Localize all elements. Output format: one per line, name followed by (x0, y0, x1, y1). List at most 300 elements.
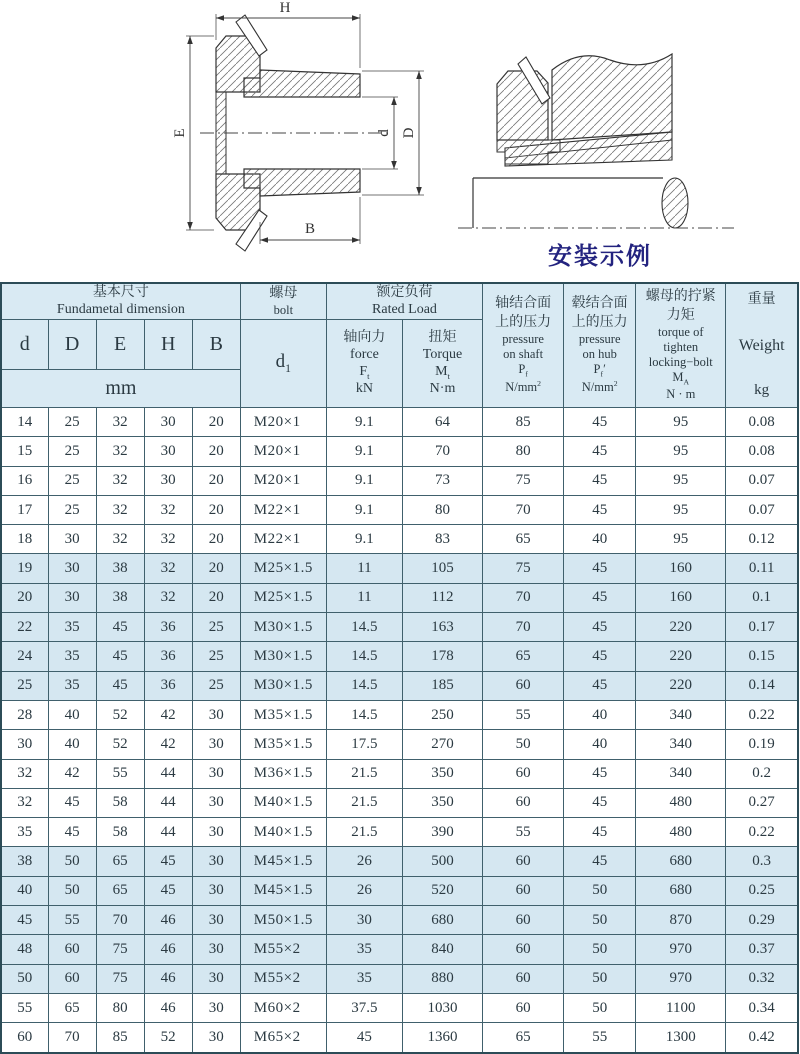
cell-Ft: 11 (326, 583, 402, 612)
cell-Ft: 37.5 (326, 993, 402, 1022)
cell-d1: M20×1 (240, 466, 326, 495)
cell-Pf: 60 (483, 906, 564, 935)
cell-Pf: 55 (483, 818, 564, 847)
phub-en2: on hub (582, 347, 617, 361)
cell-E: 45 (96, 613, 144, 642)
cell-weight: 0.22 (726, 818, 798, 847)
unit-mm-cell: mm (1, 369, 240, 407)
cell-d: 32 (1, 759, 48, 788)
cell-Mt: 520 (402, 876, 482, 905)
cell-D: 30 (48, 525, 96, 554)
cell-Pf-prime: 45 (564, 407, 636, 436)
cell-weight: 0.25 (726, 876, 798, 905)
cell-Mt: 105 (402, 554, 482, 583)
cell-B: 30 (192, 876, 240, 905)
cell-B: 30 (192, 993, 240, 1022)
sleeve-section-bottom (244, 169, 360, 196)
cell-H: 36 (144, 642, 192, 671)
cell-weight: 0.22 (726, 700, 798, 729)
cell-Ft: 30 (326, 906, 402, 935)
cell-Pf-prime: 45 (564, 495, 636, 524)
table-row (1, 671, 798, 700)
cell-MA: 340 (636, 759, 726, 788)
cell-E: 75 (96, 935, 144, 964)
cell-Ft: 21.5 (326, 788, 402, 817)
dim-label-D: D (401, 127, 417, 139)
cell-E: 45 (96, 671, 144, 700)
cell-d: 38 (1, 847, 48, 876)
cell-Pf-prime: 45 (564, 847, 636, 876)
cell-D: 35 (48, 642, 96, 671)
cell-Mt: 112 (402, 583, 482, 612)
cell-d1: M45×1.5 (240, 847, 326, 876)
cell-d: 16 (1, 466, 48, 495)
force-unit: kN (355, 381, 373, 397)
cell-d1: M55×2 (240, 964, 326, 993)
cell-d1: M22×1 (240, 495, 326, 524)
cell-D: 35 (48, 613, 96, 642)
cell-D: 30 (48, 583, 96, 612)
col-header-B: B (192, 319, 240, 369)
spec-table (0, 282, 799, 1054)
cell-Mt: 500 (402, 847, 482, 876)
weight-cn: 重量 (747, 292, 776, 308)
cell-Mt: 350 (402, 759, 482, 788)
cell-Pf: 60 (483, 671, 564, 700)
cell-D: 70 (48, 1023, 96, 1053)
drawing-area (0, 0, 800, 282)
cell-E: 32 (96, 437, 144, 466)
cell-E: 58 (96, 818, 144, 847)
cell-Pf-prime: 50 (564, 993, 636, 1022)
cell-MA: 95 (636, 437, 726, 466)
cell-Pf: 50 (483, 730, 564, 759)
cell-E: 65 (96, 847, 144, 876)
cell-H: 30 (144, 437, 192, 466)
cell-Mt: 350 (402, 788, 482, 817)
table-row (1, 847, 798, 876)
cell-Pf: 80 (483, 437, 564, 466)
cell-d1: M20×1 (240, 407, 326, 436)
cell-B: 20 (192, 407, 240, 436)
cell-B: 30 (192, 847, 240, 876)
cell-Pf: 65 (483, 525, 564, 554)
cell-MA: 480 (636, 818, 726, 847)
cell-Mt: 83 (402, 525, 482, 554)
cell-D: 60 (48, 935, 96, 964)
cell-H: 30 (144, 407, 192, 436)
cell-D: 25 (48, 495, 96, 524)
force-en: force (350, 347, 379, 363)
cell-E: 65 (96, 876, 144, 905)
col-header-tightening-torque: 螺母的拧紧 力矩 torque of tighten locking−bolt $M_A$ N · m (636, 283, 726, 407)
cell-MA: 1100 (636, 993, 726, 1022)
cell-Pf: 60 (483, 964, 564, 993)
cell-MA: 95 (636, 495, 726, 524)
cell-E: 38 (96, 554, 144, 583)
cell-E: 32 (96, 495, 144, 524)
cell-weight: 0.37 (726, 935, 798, 964)
cell-Pf: 75 (483, 466, 564, 495)
cell-d1: M40×1.5 (240, 818, 326, 847)
col-group-bolt (240, 283, 326, 319)
cell-Mt: 64 (402, 407, 482, 436)
cell-weight: 0.15 (726, 642, 798, 671)
cell-d: 20 (1, 583, 48, 612)
cell-Pf: 60 (483, 876, 564, 905)
cell-Ft: 45 (326, 1023, 402, 1053)
cell-d: 32 (1, 788, 48, 817)
cell-E: 32 (96, 407, 144, 436)
cell-H: 46 (144, 906, 192, 935)
cell-Pf-prime: 50 (564, 935, 636, 964)
cell-H: 36 (144, 613, 192, 642)
cell-Ft: 9.1 (326, 495, 402, 524)
cell-Pf-prime: 45 (564, 466, 636, 495)
cell-D: 25 (48, 437, 96, 466)
cell-d: 14 (1, 407, 48, 436)
cell-d1: M50×1.5 (240, 906, 326, 935)
cell-Mt: 840 (402, 935, 482, 964)
cell-B: 25 (192, 642, 240, 671)
cell-Ft: 14.5 (326, 613, 402, 642)
cell-H: 44 (144, 788, 192, 817)
cell-Pf-prime: 50 (564, 906, 636, 935)
rated-cn: 额定负荷 (376, 285, 433, 300)
cell-Pf-prime: 55 (564, 1023, 636, 1053)
dim-label-d: d (376, 129, 392, 137)
table-row (1, 906, 798, 935)
cell-d: 25 (1, 671, 48, 700)
cell-d: 18 (1, 525, 48, 554)
cell-H: 46 (144, 964, 192, 993)
cell-weight: 0.29 (726, 906, 798, 935)
shaft-end-face (662, 178, 688, 228)
tight-en1: torque of (658, 324, 704, 339)
cell-d: 28 (1, 700, 48, 729)
spec-table-wrap (0, 282, 800, 1054)
cell-D: 50 (48, 847, 96, 876)
cell-B: 30 (192, 935, 240, 964)
cell-Ft: 26 (326, 876, 402, 905)
cell-Ft: 26 (326, 847, 402, 876)
cell-d1: M30×1.5 (240, 613, 326, 642)
basic-en: Fundametal dimension (56, 302, 185, 318)
cell-weight: 0.11 (726, 554, 798, 583)
cell-Mt: 250 (402, 700, 482, 729)
cell-Pf-prime: 45 (564, 818, 636, 847)
col-header-d: d (1, 319, 48, 369)
cell-Ft: 9.1 (326, 437, 402, 466)
table-row (1, 495, 798, 524)
tight-en3: locking−bolt (648, 355, 713, 370)
table-row (1, 583, 798, 612)
cell-Pf: 65 (483, 1023, 564, 1053)
cell-Ft: 14.5 (326, 642, 402, 671)
col-header-d1: $d_1$ (240, 319, 326, 407)
cell-d: 30 (1, 730, 48, 759)
cell-weight: 0.14 (726, 671, 798, 700)
cell-weight: 0.12 (726, 525, 798, 554)
col-header-pressure-hub: 毂结合面 上的压力 pressure on hub $P_f'$ $N/mm^2$ (564, 283, 636, 407)
cell-E: 52 (96, 730, 144, 759)
cell-H: 32 (144, 495, 192, 524)
cell-Pf: 55 (483, 700, 564, 729)
cell-B: 30 (192, 788, 240, 817)
cell-D: 40 (48, 730, 96, 759)
cell-Pf: 70 (483, 583, 564, 612)
cell-d: 48 (1, 935, 48, 964)
cell-weight: 0.27 (726, 788, 798, 817)
cell-d: 45 (1, 906, 48, 935)
cell-Pf: 60 (483, 935, 564, 964)
cell-Pf-prime: 45 (564, 583, 636, 612)
installation-caption: 安装示例 (548, 243, 652, 270)
cell-Pf-prime: 45 (564, 613, 636, 642)
cell-D: 65 (48, 993, 96, 1022)
cell-MA: 680 (636, 876, 726, 905)
cell-d1: M25×1.5 (240, 554, 326, 583)
cell-B: 20 (192, 437, 240, 466)
table-row (1, 613, 798, 642)
cell-B: 30 (192, 818, 240, 847)
cell-Pf: 75 (483, 554, 564, 583)
cell-Ft: 14.5 (326, 671, 402, 700)
cell-MA: 680 (636, 847, 726, 876)
cell-weight: 0.32 (726, 964, 798, 993)
cell-d1: M36×1.5 (240, 759, 326, 788)
cell-d1: M22×1 (240, 525, 326, 554)
table-row (1, 407, 798, 436)
cell-d: 60 (1, 1023, 48, 1053)
cell-Pf-prime: 40 (564, 525, 636, 554)
cell-Ft: 35 (326, 935, 402, 964)
cell-D: 50 (48, 876, 96, 905)
cell-B: 30 (192, 730, 240, 759)
cell-Ft: 11 (326, 554, 402, 583)
basic-cn: 基本尺寸 (92, 285, 149, 300)
cell-weight: 0.3 (726, 847, 798, 876)
cell-H: 46 (144, 935, 192, 964)
table-header (1, 283, 798, 407)
cell-weight: 0.19 (726, 730, 798, 759)
torque-cn: 扭矩 (428, 329, 457, 345)
table-row (1, 818, 798, 847)
cell-E: 38 (96, 583, 144, 612)
cell-weight: 0.42 (726, 1023, 798, 1053)
cell-Pf-prime: 40 (564, 730, 636, 759)
cell-weight: 0.08 (726, 437, 798, 466)
cell-d1: M40×1.5 (240, 788, 326, 817)
cell-H: 32 (144, 583, 192, 612)
cell-MA: 95 (636, 466, 726, 495)
cell-d1: M60×2 (240, 993, 326, 1022)
cell-d: 40 (1, 876, 48, 905)
cell-MA: 340 (636, 700, 726, 729)
cell-H: 52 (144, 1023, 192, 1053)
cell-d1: M30×1.5 (240, 642, 326, 671)
cell-MA: 480 (636, 788, 726, 817)
cell-Mt: 70 (402, 437, 482, 466)
cell-H: 42 (144, 700, 192, 729)
cell-Pf-prime: 50 (564, 876, 636, 905)
hub-section (552, 54, 672, 140)
cell-weight: 0.08 (726, 407, 798, 436)
cell-H: 32 (144, 525, 192, 554)
cell-H: 46 (144, 993, 192, 1022)
cell-H: 45 (144, 876, 192, 905)
cell-weight: 0.34 (726, 993, 798, 1022)
phub-cn2: 上的压力 (571, 314, 628, 330)
table-row (1, 876, 798, 905)
cell-d: 35 (1, 818, 48, 847)
cell-D: 40 (48, 700, 96, 729)
tight-cn1: 螺母的拧紧 (645, 289, 716, 305)
cell-B: 20 (192, 525, 240, 554)
cell-H: 36 (144, 671, 192, 700)
cell-B: 25 (192, 613, 240, 642)
cell-B: 30 (192, 1023, 240, 1053)
table-body (1, 407, 798, 1053)
cell-H: 44 (144, 759, 192, 788)
col-header-torque: 扭矩 Torque $M_t$ N·m (402, 319, 482, 407)
cell-d: 24 (1, 642, 48, 671)
cell-Pf-prime: 50 (564, 964, 636, 993)
dim-label-H: H (279, 0, 291, 16)
cell-B: 30 (192, 759, 240, 788)
cell-d: 55 (1, 993, 48, 1022)
table-row (1, 466, 798, 495)
cell-D: 25 (48, 466, 96, 495)
cell-d: 50 (1, 964, 48, 993)
phub-en1: pressure (578, 331, 621, 346)
cell-Mt: 390 (402, 818, 482, 847)
cell-Mt: 163 (402, 613, 482, 642)
cell-MA: 95 (636, 407, 726, 436)
col-header-H: H (144, 319, 192, 369)
sleeve-section-top (244, 70, 360, 97)
cell-Mt: 1030 (402, 993, 482, 1022)
cell-D: 30 (48, 554, 96, 583)
cell-Ft: 21.5 (326, 818, 402, 847)
cell-Mt: 185 (402, 671, 482, 700)
cell-MA: 220 (636, 642, 726, 671)
cell-Mt: 80 (402, 495, 482, 524)
cell-Ft: 14.5 (326, 700, 402, 729)
cell-MA: 970 (636, 964, 726, 993)
cell-MA: 160 (636, 583, 726, 612)
cell-H: 45 (144, 847, 192, 876)
cell-E: 32 (96, 466, 144, 495)
cell-d1: M25×1.5 (240, 583, 326, 612)
cell-D: 45 (48, 788, 96, 817)
cell-Pf-prime: 45 (564, 759, 636, 788)
cell-d: 15 (1, 437, 48, 466)
cell-E: 55 (96, 759, 144, 788)
cell-B: 20 (192, 554, 240, 583)
cell-Pf-prime: 45 (564, 788, 636, 817)
cell-Pf: 70 (483, 495, 564, 524)
cell-Mt: 680 (402, 906, 482, 935)
table-row (1, 788, 798, 817)
cell-Pf: 85 (483, 407, 564, 436)
cell-B: 25 (192, 671, 240, 700)
table-row (1, 759, 798, 788)
cell-Pf: 60 (483, 788, 564, 817)
bolt-cn: 螺母 (269, 285, 298, 301)
cell-B: 30 (192, 700, 240, 729)
cell-MA: 340 (636, 730, 726, 759)
col-header-D: D (48, 319, 96, 369)
cell-D: 60 (48, 964, 96, 993)
torque-unit: N·m (429, 381, 456, 397)
cell-d: 17 (1, 495, 48, 524)
cell-B: 30 (192, 964, 240, 993)
cell-MA: 970 (636, 935, 726, 964)
cell-d1: M45×1.5 (240, 876, 326, 905)
section-drawing (148, 0, 440, 260)
cell-D: 42 (48, 759, 96, 788)
cell-E: 32 (96, 525, 144, 554)
col-group-rated-load (326, 283, 482, 319)
col-group-basic (1, 283, 240, 319)
cell-d1: M35×1.5 (240, 730, 326, 759)
cell-H: 32 (144, 554, 192, 583)
table-row (1, 1023, 798, 1053)
cell-Pf-prime: 45 (564, 554, 636, 583)
installation-drawing (450, 18, 742, 236)
torque-en: Torque (422, 347, 463, 363)
cell-Pf-prime: 45 (564, 671, 636, 700)
cell-B: 20 (192, 583, 240, 612)
cell-D: 25 (48, 407, 96, 436)
rated-en: Rated Load (372, 302, 437, 318)
cell-MA: 95 (636, 525, 726, 554)
cell-Pf-prime: 40 (564, 700, 636, 729)
cell-Ft: 21.5 (326, 759, 402, 788)
cell-weight: 0.07 (726, 495, 798, 524)
cell-d1: M30×1.5 (240, 671, 326, 700)
cell-Ft: 9.1 (326, 525, 402, 554)
cell-B: 20 (192, 466, 240, 495)
cell-Mt: 73 (402, 466, 482, 495)
cell-B: 30 (192, 906, 240, 935)
cell-D: 45 (48, 818, 96, 847)
cell-E: 85 (96, 1023, 144, 1053)
cell-weight: 0.2 (726, 759, 798, 788)
cell-E: 58 (96, 788, 144, 817)
cell-H: 44 (144, 818, 192, 847)
cell-Pf: 60 (483, 993, 564, 1022)
table-row (1, 993, 798, 1022)
cell-E: 80 (96, 993, 144, 1022)
cell-d: 19 (1, 554, 48, 583)
dim-label-B: B (304, 221, 316, 237)
cell-E: 75 (96, 964, 144, 993)
tight-cn2: 力矩 (666, 307, 695, 323)
cell-Mt: 880 (402, 964, 482, 993)
cell-D: 35 (48, 671, 96, 700)
cell-Pf: 65 (483, 642, 564, 671)
cell-weight: 0.17 (726, 613, 798, 642)
phub-cn1: 毂结合面 (571, 296, 628, 312)
table-row (1, 964, 798, 993)
cell-E: 52 (96, 700, 144, 729)
cell-Ft: 9.1 (326, 466, 402, 495)
cell-Pf: 60 (483, 759, 564, 788)
weight-en: Weight (738, 336, 785, 354)
dim-label-E: E (172, 128, 188, 138)
